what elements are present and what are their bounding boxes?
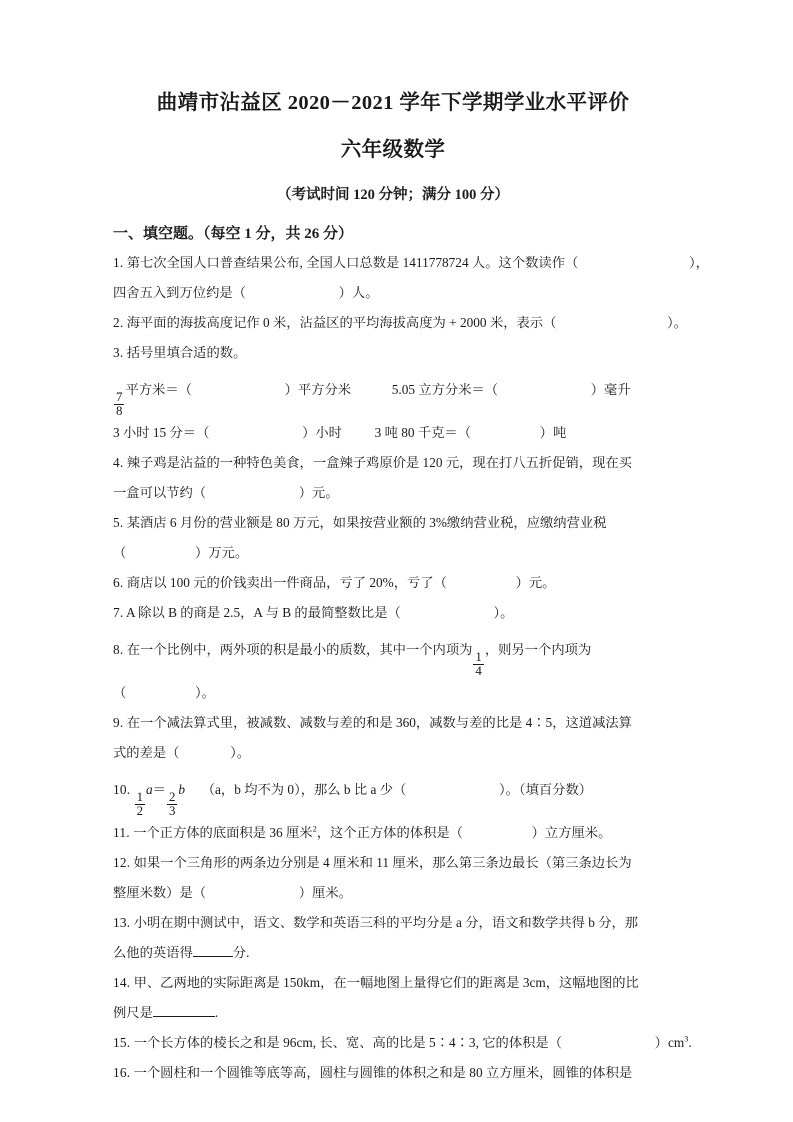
question-15-text-a: 一个长方体的棱长之和是 96cm, 长、宽、高的比是 5∶4∶3, 它的体积是（ [133,1035,563,1051]
question-7-text-a: A 除以 B 的商是 2.5，A 与 B 的最简整数比是（ [125,605,401,620]
question-9-text-c: ）。 [230,745,251,761]
page-subtitle: 六年级数学 [340,138,446,161]
question-8-text-c: （ [113,685,127,701]
fraction-numerator: 7 [116,389,123,404]
question-12-text-c: ）厘米。 [298,885,352,901]
fraction-numerator: 1 [475,649,482,664]
question-11-text-a: 一个正方体的底面积是 36 厘米 [133,825,313,841]
question-14-text-c: . [214,1005,219,1021]
section-heading-fill-in-blank: 一、填空题。（每空 1 分，共 26 分） [113,226,354,243]
question-14-text-b: 例尺是 [113,1005,153,1021]
question-2-text-a: 海平面的海拔高度记作 0 米，沾益区的平均海拔高度为 + 2000 米，表示（ [126,314,557,330]
question-1-text-a: 第七次全国人口普查结果公布, 全国人口总数是 1411778724 人。这个数读作（ [126,254,579,270]
question-2 [113,308,687,338]
question-9-text-a: 在一个减法算式里，被减数、减数与差的和是 360，减数与差的比是 4∶5，这道减法算 [126,715,632,731]
question-4-line-1 [113,448,673,478]
question-3-text-c: 5.05 立方分米＝（ [391,381,499,397]
question-8-line-1 [113,628,673,678]
superscript-2: 2 [312,824,317,834]
question-10-text-a: （a，b 均不为 0），那么 b 比 a 少（ [201,782,407,798]
answer-underline[interactable] [153,1016,215,1017]
question-5-line-1 [113,508,673,538]
question-3-text-g: 3 吨 80 千克＝（ [374,425,472,440]
fraction-denominator: 8 [116,403,123,418]
question-5-text-c: ）万元。 [194,545,249,560]
question-14-line-2 [113,998,673,1028]
question-11 [113,818,673,848]
question-12-text-a: 如果一个三角形的两条边分别是 4 厘米和 11 厘米，那么第三条边最长（第三条边长为 [133,855,632,871]
question-5-number: 5. [113,515,124,530]
question-9-number: 9. [113,715,124,731]
question-13-number: 13. [113,915,131,931]
fraction-seven-eighths [114,391,124,418]
question-9-line-2 [113,738,673,768]
question-16-text: 一个圆柱和一个圆锥等底等高，圆柱与圆锥的体积之和是 80 立方厘米，圆锥的体积是 [133,1065,633,1081]
question-13-text-b: 么他的英语得 [113,945,193,961]
superscript-3: 3 [684,1034,689,1044]
question-7 [113,598,673,628]
question-3-text-a: 平方米＝（ [125,381,192,397]
fraction-numerator: 2 [168,789,176,804]
question-11-text-b: ，这个正方体的体积是（ [316,825,463,841]
page-title: 曲靖市沾益区 2020－2021 学年下学期学业水平评价 [156,92,630,114]
question-3-row-2 [113,418,673,448]
fraction-denominator: 2 [136,803,144,818]
question-11-text-c: ）立方厘米。 [531,825,612,841]
question-2-text-b: ）。 [667,314,687,330]
question-7-number: 7. [113,605,124,620]
question-10 [113,768,673,818]
fraction-denominator: 4 [475,663,482,678]
question-1-number: 1. [113,254,124,270]
question-14-text-a: 甲、乙两地的实际距离是 150km，在一幅地图上量得它们的距离是 3cm，这幅地图的比 [133,975,639,991]
question-5-text-b: （ [113,545,127,560]
question-15-number: 15. [113,1035,131,1051]
fraction-numerator: 1 [136,789,144,804]
question-6-text-a: 商店以 100 元的价钱卖出一件商品，亏了 20%，亏了（ [126,575,447,590]
question-14-number: 14. [113,975,131,991]
page-content [113,0,709,1088]
question-3-number: 3. [113,344,124,360]
question-9-line-1 [113,708,673,738]
fraction-two-thirds [167,791,177,818]
question-1-text-c: 四舍五入到万位约是（ [113,284,246,300]
question-15 [113,1028,692,1058]
fraction-one-quarter [473,651,483,678]
question-5-text-a: 某酒店 6 月份的营业额是 80 万元，如果按营业额的 3%缴纳营业税，应缴纳营业税 [126,515,607,530]
question-1-text-b: ）， [688,254,709,270]
question-9-text-b: 式的差是（ [113,745,180,761]
question-8-text-b: ，则另一个内项为 [484,642,592,657]
question-13-text-a: 小明在期中测试中，语文、数学和英语三科的平均分是 a 分，语文和数学共得 b 分，那 [133,915,639,931]
question-8-number: 8. [113,642,124,657]
answer-underline[interactable] [193,956,233,957]
question-12-line-2 [113,878,673,908]
question-3-row-1 [113,368,673,418]
question-13-text-c: 分. [232,945,250,961]
question-4-text-a: 辣子鸡是沾益的一种特色美食，一盒辣子鸡原价是 120 元，现在打八五折促销，现在买 [126,455,632,470]
question-3-prompt-text: 括号里填合适的数。 [126,344,247,360]
question-3-text-d: ）毫升 [590,381,631,397]
question-3-text-b: ）平方分米 [284,381,352,397]
question-8-text-a: 在一个比例中，两外项的积是最小的质数，其中一个内项为 [126,642,473,657]
question-15-text-b: ）cm [654,1035,685,1051]
question-3-text-e: 3 小时 15 分＝（ [113,425,210,440]
question-4-text-b: 一盒可以节约（ [113,485,207,500]
question-8-line-2 [113,678,673,708]
exam-meta-line: （考试时间 120 分钟；满分 100 分） [277,187,509,204]
question-8-text-d: ）。 [194,685,215,701]
question-4-number: 4. [113,455,124,470]
question-13-line-1 [113,908,673,938]
equals-sign: ＝ [152,782,166,798]
question-4-line-2 [113,478,673,508]
question-15-text-c: . [688,1035,692,1051]
question-11-number: 11. [113,825,130,841]
question-5-line-2 [113,538,673,568]
question-12-number: 12. [113,855,131,871]
question-1-line-2 [113,278,673,308]
question-6-number: 6. [113,575,124,590]
fraction-denominator: 3 [168,803,176,818]
question-6 [113,568,673,598]
question-12-text-b: 整厘米数）是（ [113,885,207,901]
question-4-text-c: ）元。 [298,485,339,500]
question-14-line-1 [113,968,673,998]
question-3-text-f: ）小时 [302,425,342,440]
question-13-line-2 [113,938,673,968]
question-16-number: 16. [113,1065,131,1081]
question-7-text-b: ）。 [493,605,514,620]
question-6-text-b: ）元。 [515,575,556,590]
question-16 [113,1058,673,1088]
question-3-text-h: ）吨 [539,425,567,440]
question-12-line-1 [113,848,673,878]
fraction-one-half [135,791,145,818]
question-10-number: 10. [113,782,131,798]
question-10-text-b: ）。（填百分数） [499,782,593,798]
question-2-number: 2. [113,314,124,330]
question-3-prompt [113,338,673,368]
question-1-text-d: ）人。 [338,284,379,300]
question-1-line-1 [113,248,709,278]
variable-b: b [178,782,186,798]
variable-a: a [146,782,153,798]
